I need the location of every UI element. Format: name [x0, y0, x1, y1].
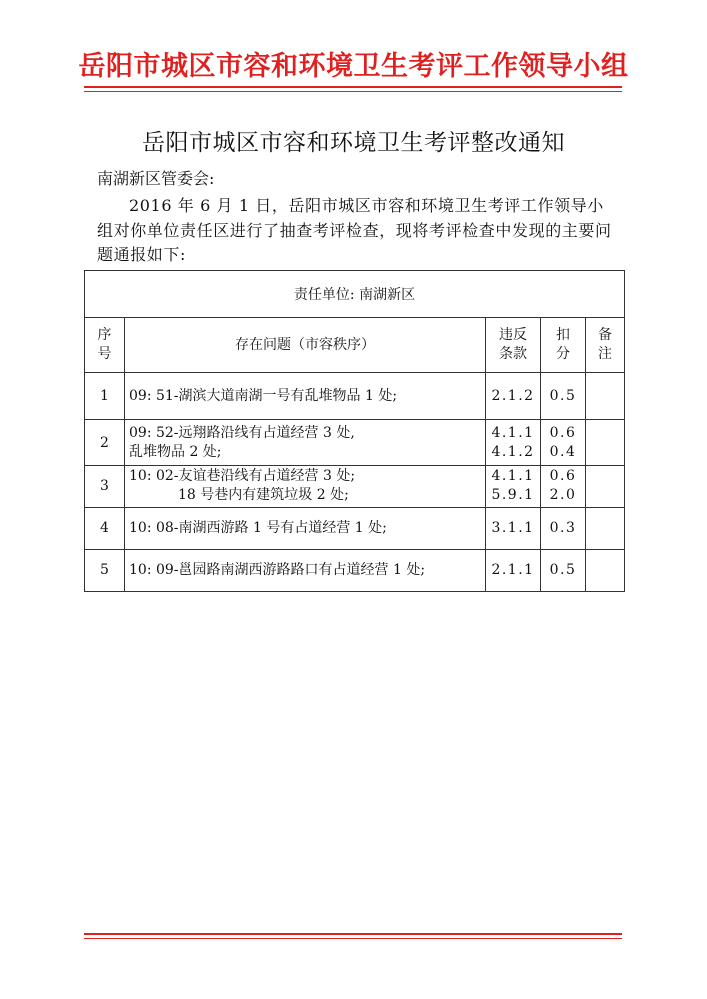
row-index: 5 — [85, 549, 125, 591]
table-row — [85, 373, 625, 420]
recipient: 南湖新区管委会: — [97, 169, 215, 188]
header-note: 备 注 — [586, 318, 625, 373]
row-score: 0.6 0.4 — [541, 420, 586, 465]
table-row — [85, 465, 625, 507]
header-score: 扣 分 — [541, 318, 586, 373]
issues-table — [84, 270, 625, 592]
row-score: 0.5 — [541, 373, 586, 420]
table-row — [85, 549, 625, 591]
responsible-unit: 责任单位: 南湖新区 — [85, 271, 625, 318]
row-note — [586, 373, 625, 420]
footer-rule-thick — [84, 933, 622, 935]
table-row — [85, 420, 625, 465]
row-index: 4 — [85, 507, 125, 549]
header-rule-thin — [84, 91, 622, 92]
row-issue: 09: 51-湖滨大道南湖一号有乱堆物品 1 处; — [125, 373, 486, 420]
row-note — [586, 465, 625, 507]
header-rule-thick — [84, 86, 622, 88]
footer-rule-thin — [84, 938, 622, 939]
row-issue: 10: 02-友谊巷沿线有占道经营 3 处; 18 号巷内有建筑垃圾 2 处; — [125, 465, 486, 507]
row-note — [586, 420, 625, 465]
row-note — [586, 549, 625, 591]
row-code: 4.1.1 5.9.1 — [486, 465, 541, 507]
header-code: 违反 条款 — [486, 318, 541, 373]
row-note — [586, 507, 625, 549]
row-code: 4.1.1 4.1.2 — [486, 420, 541, 465]
row-score: 0.6 2.0 — [541, 465, 586, 507]
row-issue: 10: 09-邕园路南湖西游路路口有占道经营 1 处; — [125, 549, 486, 591]
row-issue: 09: 52-远翔路沿线有占道经营 3 处, 乱堆物品 2 处; — [125, 420, 486, 465]
organization-header: 岳阳市城区市容和环境卫生考评工作领导小组 — [78, 51, 629, 82]
row-code: 2.1.1 — [486, 549, 541, 591]
row-index: 2 — [85, 420, 125, 465]
header-issue: 存在问题（市容秩序） — [125, 318, 486, 373]
unit-row — [85, 271, 625, 318]
row-issue: 10: 08-南湖西游路 1 号有占道经营 1 处; — [125, 507, 486, 549]
row-index: 3 — [85, 465, 125, 507]
header-index: 序 号 — [85, 318, 125, 373]
row-score: 0.5 — [541, 549, 586, 591]
row-code: 3.1.1 — [486, 507, 541, 549]
row-code: 2.1.2 — [486, 373, 541, 420]
notice-title: 岳阳市城区市容和环境卫生考评整改通知 — [142, 130, 565, 156]
table-row — [85, 507, 625, 549]
row-score: 0.3 — [541, 507, 586, 549]
row-index: 1 — [85, 373, 125, 420]
notice-body: 2016 年 6 月 1 日，岳阳市城区市容和环境卫生考评工作领导小组对你单位责任区进行了抽查考评检查，现将考评检查中发现的主要问题通报如下: — [97, 196, 612, 264]
header-row — [85, 318, 625, 373]
